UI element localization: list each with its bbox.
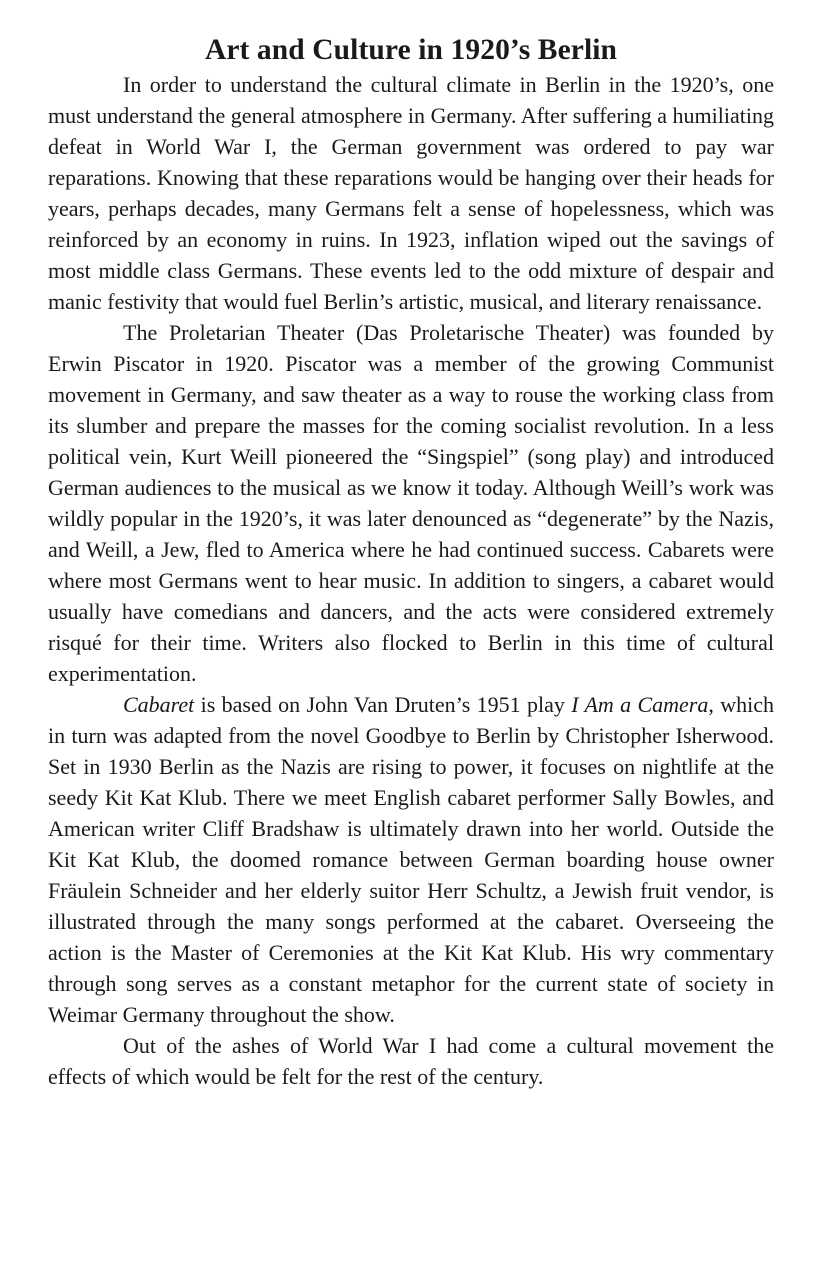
- italic-play-title: I Am a Camera: [571, 692, 709, 717]
- paragraph-text: , which in turn was adapted from the novel Goodbye to Berlin by Christopher Isherwood. Set in 1930 Berlin as the Nazis are rising to power, it focuses on nightlife at the seedy Kit Kat Klub. There we meet English cabaret performer Sally Bowles, and American writer Cliff Bradshaw is ultimately drawn into her world. Outside the Kit Kat Klub, the doomed romance between German boarding house owner Fräulein Schneider and her elderly suitor Herr Schultz, a Jewish fruit vendor, is illustrated through the many songs performed at the cabaret. Overseeing the action is the Master of Ceremonies at the Kit Kat Klub. His wry commentary through song serves as a constant metaphor for the current state of society in Weimar Germany throughout the show.: [48, 692, 774, 1027]
- paragraph-cabaret: [48, 689, 774, 1030]
- paragraph-text: Out of the ashes of World War I had come a cultural movement the effects of which would be felt for the rest of the century.: [48, 1033, 774, 1089]
- paragraph-conclusion: [48, 1030, 774, 1092]
- paragraph-text: In order to understand the cultural climate in Berlin in the 1920’s, one must understand the general atmosphere in Germany. After suffering a humiliating defeat in World War I, the German government was ordered to pay war reparations. Knowing that these reparations would be hanging over their heads for years, perhaps decades, many Germans felt a sense of hopelessness, which was reinforced by an economy in ruins. In 1923, inflation wiped out the savings of most middle class Germans. These events led to the odd mixture of despair and manic festivity that would fuel Berlin’s artistic, musical, and literary renaissance.: [48, 72, 774, 314]
- paragraph-theater: [48, 317, 774, 689]
- paragraph-text: is based on John Van Druten’s 1951 play: [194, 692, 572, 717]
- paragraph-text: The Proletarian Theater (Das Proletarische Theater) was founded by Erwin Piscator in 1920. Piscator was a member of the growing Communist movement in Germany, and saw theater as a way to rouse the working class from its slumber and prepare the masses for the coming socialist revolution. In a less political vein, Kurt Weill pioneered the “Singspiel” (song play) and introduced German audiences to the musical as we know it today. Although Weill’s work was wildly popular in the 1920’s, it was later denounced as “degenerate” by the Nazis, and Weill, a Jew, fled to America where he had continued success. Cabarets were where most Germans went to hear music. In addition to singers, a cabaret would usually have comedians and dancers, and the acts were considered extremely risqué for their time. Writers also flocked to Berlin in this time of cultural experimentation.: [48, 320, 774, 686]
- page-title: Art and Culture in 1920’s Berlin: [204, 34, 618, 66]
- paragraph-atmosphere: [48, 69, 774, 317]
- italic-show-title: Cabaret: [123, 692, 195, 717]
